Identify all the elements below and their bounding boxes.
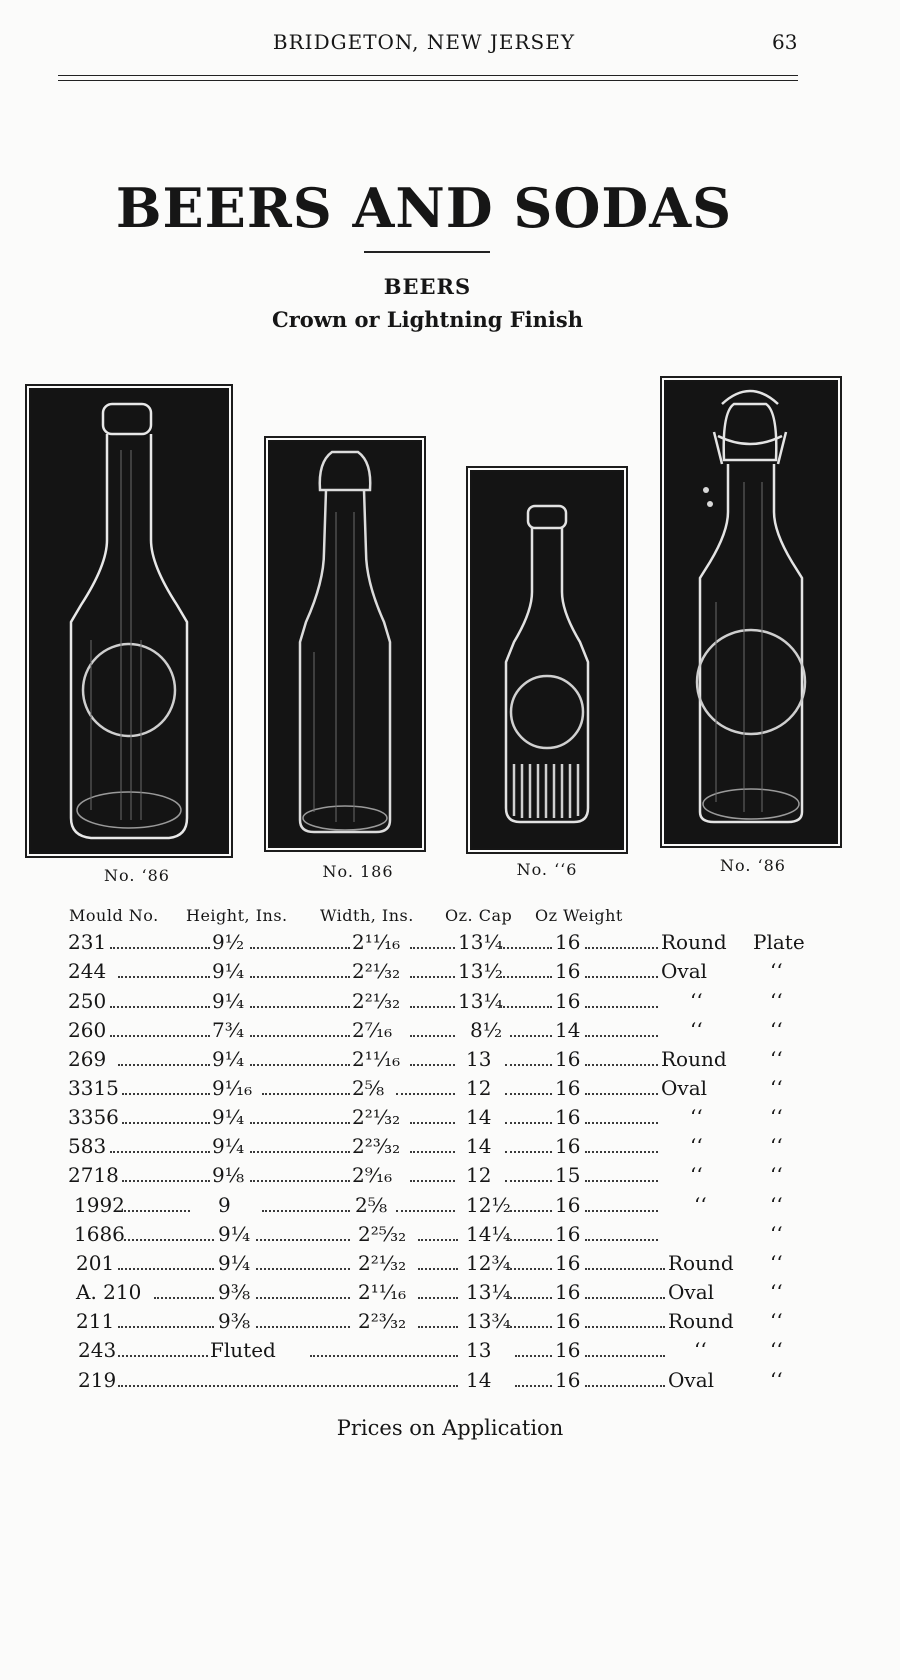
cell-cap: 13 xyxy=(466,1047,492,1071)
running-head xyxy=(0,30,900,60)
cell-height: 9¼ xyxy=(212,1105,245,1129)
leader-dots xyxy=(585,1239,658,1241)
cell-mould: 201 xyxy=(76,1251,115,1275)
header-rule-bottom xyxy=(58,80,798,81)
leader-dots xyxy=(118,1355,208,1357)
leader-dots xyxy=(500,947,552,949)
cell-height: 9¼ xyxy=(212,989,245,1013)
cell-mould: 583 xyxy=(68,1134,107,1158)
cell-height: 9⅜ xyxy=(218,1280,251,1304)
table-row xyxy=(0,1163,900,1191)
photo-2-caption: No. 186 xyxy=(322,862,394,881)
cell-height: 9 xyxy=(218,1193,231,1217)
cell-shape: ‘‘ xyxy=(690,989,703,1013)
cell-shape: Round xyxy=(668,1309,734,1333)
cell-shape: ‘‘ xyxy=(694,1338,707,1362)
leader-dots xyxy=(500,976,552,978)
cell-width: 2⅝ xyxy=(352,1076,385,1100)
leader-dots xyxy=(585,1355,665,1357)
cell-cap: 12½ xyxy=(466,1193,511,1217)
leader-dots xyxy=(122,1180,210,1182)
cell-cap: 13 xyxy=(466,1338,492,1362)
cell-weight: 16 xyxy=(555,989,581,1013)
col-width: Width, Ins. xyxy=(320,906,414,925)
col-height: Height, Ins. xyxy=(186,906,288,925)
cell-cap: 14 xyxy=(466,1105,492,1129)
leader-dots xyxy=(256,1297,350,1299)
cell-width: 2¹¹⁄₁₆ xyxy=(352,1047,401,1071)
leader-dots xyxy=(396,1093,455,1095)
table-row xyxy=(0,1193,900,1221)
leader-dots xyxy=(250,1122,350,1124)
title-rule xyxy=(364,251,490,253)
leader-dots xyxy=(410,1006,455,1008)
leader-dots xyxy=(262,1093,350,1095)
cell-height: 9¼ xyxy=(212,1134,245,1158)
bottle-icon xyxy=(666,382,836,842)
leader-dots xyxy=(585,1385,665,1387)
cell-cap: 12 xyxy=(466,1163,492,1187)
leader-dots xyxy=(510,1268,552,1270)
leader-dots xyxy=(585,1093,658,1095)
cell-weight: 16 xyxy=(555,1338,581,1362)
cell-width: 2⁷⁄₁₆ xyxy=(352,1018,393,1042)
table-row xyxy=(0,1251,900,1279)
cell-cap: 8½ xyxy=(470,1018,503,1042)
cell-width: 2²¹⁄₃₂ xyxy=(352,959,401,983)
bottle-photo-3 xyxy=(470,470,624,850)
table-row xyxy=(0,1222,900,1250)
leader-dots xyxy=(250,1006,350,1008)
cell-cap: 13¼ xyxy=(466,1280,511,1304)
leader-dots xyxy=(505,1064,552,1066)
cell-shape: ‘‘ xyxy=(690,1163,703,1187)
cell-height: 7¾ xyxy=(212,1018,245,1042)
col-weight: Oz Weight xyxy=(535,906,623,925)
leader-dots xyxy=(410,1064,455,1066)
cell-mould: 219 xyxy=(78,1368,117,1392)
leader-dots xyxy=(500,1006,552,1008)
cell-height: 9⅜ xyxy=(218,1309,251,1333)
table-row xyxy=(0,1338,900,1366)
cell-shape: ‘‘ xyxy=(690,1105,703,1129)
leader-dots xyxy=(410,976,455,978)
cell-width: 2²¹⁄₃₂ xyxy=(358,1251,407,1275)
bottle-icon xyxy=(472,472,622,848)
cell-mould: 3315 xyxy=(68,1076,119,1100)
cell-cap: 14 xyxy=(466,1134,492,1158)
leader-dots xyxy=(585,1122,658,1124)
cell-mould: 1992 xyxy=(74,1193,125,1217)
cell-shape: ‘‘ xyxy=(694,1193,707,1217)
bottle-icon xyxy=(270,442,420,846)
bottle-photo-2 xyxy=(268,440,422,848)
cell-height: 9¼ xyxy=(218,1251,251,1275)
leader-dots xyxy=(418,1326,458,1328)
leader-dots xyxy=(510,1035,552,1037)
leader-dots xyxy=(585,1326,665,1328)
leader-dots xyxy=(510,1239,552,1241)
photo-4-caption: No. ʻ86 xyxy=(720,856,786,875)
cell-width: 2¹¹⁄₁₆ xyxy=(358,1280,407,1304)
cell-height: Fluted xyxy=(210,1338,276,1362)
leader-dots xyxy=(515,1385,552,1387)
cell-shape: ‘‘ xyxy=(690,1134,703,1158)
cell-finish: ‘‘ xyxy=(770,1280,783,1304)
leader-dots xyxy=(110,1006,210,1008)
cell-finish: ‘‘ xyxy=(770,1134,783,1158)
leader-dots xyxy=(418,1297,458,1299)
leader-dots xyxy=(250,1035,350,1037)
cell-weight: 16 xyxy=(555,1280,581,1304)
cell-shape: Round xyxy=(661,930,727,954)
cell-height: 9¼ xyxy=(218,1222,251,1246)
leader-dots xyxy=(585,1064,658,1066)
table-row xyxy=(0,1280,900,1308)
leader-dots xyxy=(262,1210,350,1212)
cell-cap: 13¾ xyxy=(466,1309,511,1333)
leader-dots xyxy=(410,1180,455,1182)
leader-dots xyxy=(118,1385,458,1387)
cell-cap: 14 xyxy=(466,1368,492,1392)
cell-weight: 14 xyxy=(555,1018,581,1042)
cell-height: 9¼ xyxy=(212,959,245,983)
table-row xyxy=(0,1134,900,1162)
leader-dots xyxy=(585,976,658,978)
cell-finish: ‘‘ xyxy=(770,1368,783,1392)
cell-height: 9¹⁄₁₆ xyxy=(212,1076,253,1100)
cell-weight: 16 xyxy=(555,1222,581,1246)
table-row xyxy=(0,989,900,1017)
leader-dots xyxy=(410,1151,455,1153)
page-number: 63 xyxy=(772,30,798,54)
cell-height: 9¼ xyxy=(212,1047,245,1071)
cell-height: 9½ xyxy=(212,930,245,954)
table-row xyxy=(0,1018,900,1046)
cell-weight: 16 xyxy=(555,930,581,954)
leader-dots xyxy=(250,1064,350,1066)
leader-dots xyxy=(418,1268,458,1270)
cell-finish: ‘‘ xyxy=(770,1076,783,1100)
cell-mould: A. 210 xyxy=(76,1280,142,1304)
cell-weight: 15 xyxy=(555,1163,581,1187)
leader-dots xyxy=(124,1210,190,1212)
leader-dots xyxy=(585,1006,658,1008)
cell-mould: 1686 xyxy=(74,1222,125,1246)
cell-weight: 16 xyxy=(555,1368,581,1392)
cell-finish: ‘‘ xyxy=(770,989,783,1013)
col-cap: Oz. Cap xyxy=(445,906,513,925)
cell-shape: Oval xyxy=(661,959,708,983)
bottle-photo-1 xyxy=(29,388,229,854)
leader-dots xyxy=(418,1239,458,1241)
cell-mould: 211 xyxy=(76,1309,115,1333)
leader-dots xyxy=(585,1268,665,1270)
cell-mould: 269 xyxy=(68,1047,107,1071)
table-row xyxy=(0,1076,900,1104)
cell-cap: 13¼ xyxy=(458,930,503,954)
table-row xyxy=(0,959,900,987)
leader-dots xyxy=(510,1326,552,1328)
cell-cap: 12 xyxy=(466,1076,492,1100)
cell-finish: ‘‘ xyxy=(770,959,783,983)
cell-finish: ‘‘ xyxy=(770,1338,783,1362)
leader-dots xyxy=(585,1297,665,1299)
leader-dots xyxy=(515,1355,552,1357)
leader-dots xyxy=(110,1035,210,1037)
cell-shape: Oval xyxy=(661,1076,708,1100)
cell-finish: ‘‘ xyxy=(770,1193,783,1217)
cell-cap: 12¾ xyxy=(466,1251,511,1275)
leader-dots xyxy=(396,1210,455,1212)
leader-dots xyxy=(256,1239,350,1241)
leader-dots xyxy=(118,1064,210,1066)
header-rule-top xyxy=(58,75,798,76)
table-row xyxy=(0,1047,900,1075)
cell-weight: 16 xyxy=(555,1193,581,1217)
leader-dots xyxy=(505,1093,552,1095)
section-subtitle: BEERS xyxy=(383,274,472,299)
cell-finish: Plate xyxy=(753,930,805,954)
cell-weight: 16 xyxy=(555,1047,581,1071)
cell-finish: ‘‘ xyxy=(770,1222,783,1246)
leader-dots xyxy=(505,1180,552,1182)
leader-dots xyxy=(256,1268,350,1270)
cell-weight: 16 xyxy=(555,1251,581,1275)
photo-3-caption: No. ʻʻ6 xyxy=(516,860,578,879)
cell-height: 9⅛ xyxy=(212,1163,245,1187)
cell-finish: ‘‘ xyxy=(770,1163,783,1187)
cell-shape: Round xyxy=(668,1251,734,1275)
leader-dots xyxy=(505,1151,552,1153)
leader-dots xyxy=(505,1122,552,1124)
cell-width: 2⁹⁄₁₆ xyxy=(352,1163,393,1187)
cell-cap: 14¼ xyxy=(466,1222,511,1246)
cell-weight: 16 xyxy=(555,1134,581,1158)
cell-finish: ‘‘ xyxy=(770,1047,783,1071)
cell-finish: ‘‘ xyxy=(770,1251,783,1275)
cell-width: 2²¹⁄₃₂ xyxy=(352,989,401,1013)
bottle-icon xyxy=(31,390,227,852)
leader-dots xyxy=(250,976,350,978)
leader-dots xyxy=(585,947,658,949)
cell-width: 2²³⁄₃₂ xyxy=(352,1134,401,1158)
cell-shape: Round xyxy=(661,1047,727,1071)
cell-width: 2²⁵⁄₃₂ xyxy=(358,1222,407,1246)
cell-width: 2²³⁄₃₂ xyxy=(358,1309,407,1333)
cell-cap: 13½ xyxy=(458,959,503,983)
leader-dots xyxy=(510,1210,552,1212)
prices-note: Prices on Application xyxy=(336,1416,564,1440)
cell-mould: 244 xyxy=(68,959,107,983)
table-row xyxy=(0,1368,900,1396)
cell-weight: 16 xyxy=(555,1076,581,1100)
cell-mould: 260 xyxy=(68,1018,107,1042)
leader-dots xyxy=(122,1122,210,1124)
cell-width: 2⅝ xyxy=(355,1193,388,1217)
cell-mould: 231 xyxy=(68,930,107,954)
cell-shape: Oval xyxy=(668,1368,715,1392)
photo-1-caption: No. ʻ86 xyxy=(104,866,170,885)
leader-dots xyxy=(410,947,455,949)
cell-mould: 2718 xyxy=(68,1163,119,1187)
cell-width: 2¹¹⁄₁₆ xyxy=(352,930,401,954)
leader-dots xyxy=(510,1297,552,1299)
leader-dots xyxy=(250,947,350,949)
leader-dots xyxy=(118,1326,214,1328)
leader-dots xyxy=(585,1035,658,1037)
leader-dots xyxy=(585,1180,658,1182)
leader-dots xyxy=(122,1093,210,1095)
col-mould: Mould No. xyxy=(69,906,159,925)
leader-dots xyxy=(585,1210,658,1212)
leader-dots xyxy=(250,1180,350,1182)
cell-mould: 3356 xyxy=(68,1105,119,1129)
finish-subtitle: Crown or Lightning Finish xyxy=(272,307,583,332)
cell-shape: ‘‘ xyxy=(690,1018,703,1042)
page-title: BEERS AND SODAS xyxy=(115,176,733,240)
leader-dots xyxy=(110,947,210,949)
leader-dots xyxy=(310,1355,458,1357)
cell-finish: ‘‘ xyxy=(770,1309,783,1333)
cell-finish: ‘‘ xyxy=(770,1018,783,1042)
cell-finish: ‘‘ xyxy=(770,1105,783,1129)
table-row xyxy=(0,930,900,958)
table-row xyxy=(0,1309,900,1337)
leader-dots xyxy=(256,1326,350,1328)
leader-dots xyxy=(110,1151,210,1153)
leader-dots xyxy=(585,1151,658,1153)
cell-mould: 243 xyxy=(78,1338,117,1362)
cell-weight: 16 xyxy=(555,1105,581,1129)
cell-cap: 13¼ xyxy=(458,989,503,1013)
leader-dots xyxy=(250,1151,350,1153)
table-row xyxy=(0,1105,900,1133)
cell-shape: Oval xyxy=(668,1280,715,1304)
leader-dots xyxy=(118,1268,214,1270)
leader-dots xyxy=(410,1035,455,1037)
leader-dots xyxy=(124,1239,214,1241)
cell-width: 2²¹⁄₃₂ xyxy=(352,1105,401,1129)
cell-weight: 16 xyxy=(555,959,581,983)
cell-weight: 16 xyxy=(555,1309,581,1333)
leader-dots xyxy=(410,1122,455,1124)
leader-dots xyxy=(154,1297,214,1299)
bottle-photo-4 xyxy=(664,380,838,844)
leader-dots xyxy=(118,976,210,978)
running-head-place: BRIDGETON, NEW JERSEY xyxy=(272,30,576,54)
cell-mould: 250 xyxy=(68,989,107,1013)
